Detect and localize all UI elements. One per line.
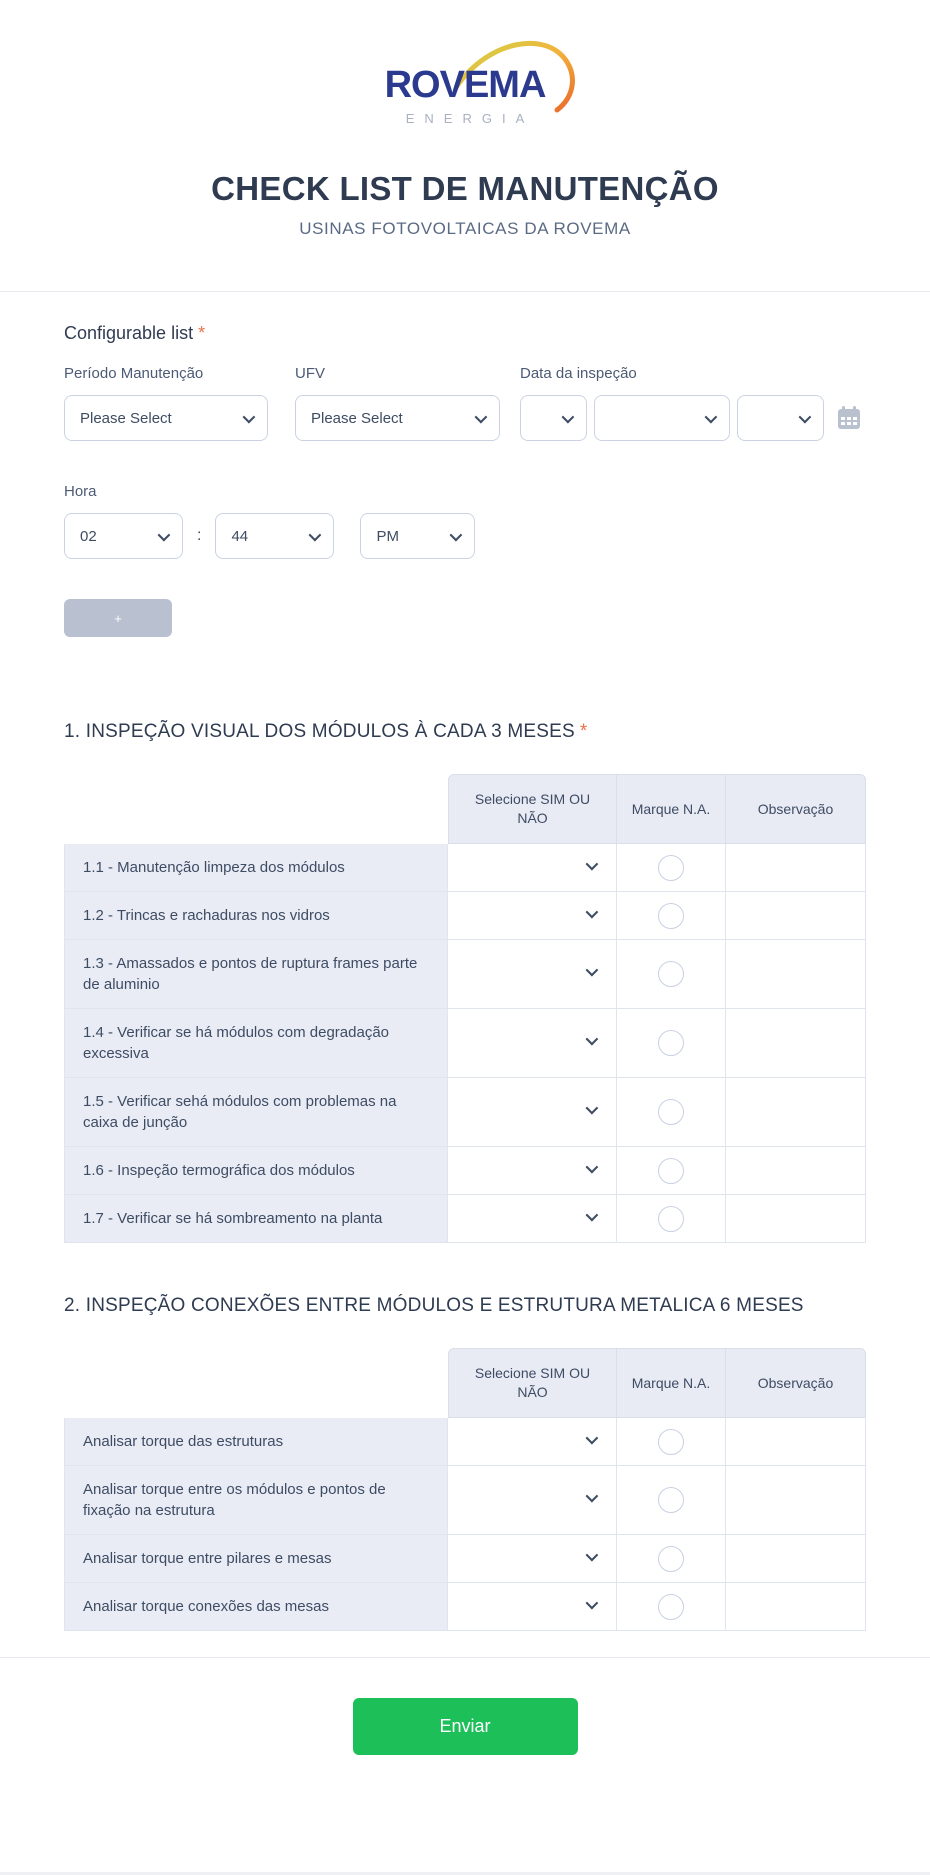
add-entry-button[interactable] xyxy=(64,599,172,637)
sim-nao-select[interactable] xyxy=(448,892,617,940)
logo-sub-text: ENERGIA xyxy=(405,111,535,126)
table-header-spacer xyxy=(64,774,448,844)
chevron-down-icon xyxy=(586,1102,599,1115)
section-1-title: 1. INSPEÇÃO VISUAL DOS MÓDULOS À CADA 3 MESES * xyxy=(64,721,588,742)
header-divider xyxy=(0,291,930,292)
chevron-down-icon xyxy=(243,410,256,423)
row-label: Analisar torque das estruturas xyxy=(64,1418,448,1466)
time-separator: : xyxy=(197,527,202,544)
field-data-inspecao xyxy=(520,365,862,441)
sim-nao-select[interactable] xyxy=(448,1009,617,1078)
na-radio[interactable] xyxy=(658,903,684,929)
config-fields-row xyxy=(64,365,866,441)
sim-nao-select[interactable] xyxy=(448,1195,617,1243)
rovema-logo xyxy=(357,40,573,124)
row-label: 1.6 - Inspeção termográfica dos módulos xyxy=(64,1147,448,1195)
na-radio-cell xyxy=(617,1147,726,1195)
na-radio-cell xyxy=(617,1195,726,1243)
date-selects xyxy=(520,395,862,441)
row-label: 1.2 - Trincas e rachaduras nos vidros xyxy=(64,892,448,940)
na-radio-cell xyxy=(617,1009,726,1078)
observacao-input[interactable] xyxy=(726,1535,866,1583)
na-radio-cell xyxy=(617,1418,726,1466)
row-label: Analisar torque entre pilares e mesas xyxy=(64,1535,448,1583)
periodo-select[interactable] xyxy=(64,395,268,441)
observacao-input[interactable] xyxy=(726,1583,866,1631)
hour-select[interactable] xyxy=(64,513,183,559)
ampm-select[interactable] xyxy=(360,513,475,559)
year-select[interactable] xyxy=(737,395,824,441)
sim-nao-select[interactable] xyxy=(448,1147,617,1195)
section-2-title: 2. INSPEÇÃO CONEXÕES ENTRE MÓDULOS E ESTRUTURA METALICA 6 MESES xyxy=(64,1295,804,1316)
na-radio-cell xyxy=(617,1583,726,1631)
chevron-down-icon xyxy=(705,410,718,423)
na-radio[interactable] xyxy=(658,1030,684,1056)
row-label: Analisar torque conexões das mesas xyxy=(64,1583,448,1631)
observacao-input[interactable] xyxy=(726,1466,866,1535)
minute-select-value: 44 xyxy=(231,527,249,545)
chevron-down-icon xyxy=(158,528,171,541)
page-subtitle: USINAS FOTOVOLTAICAS DA ROVEMA xyxy=(299,219,631,238)
observacao-input[interactable] xyxy=(726,1147,866,1195)
observacao-input[interactable] xyxy=(726,844,866,892)
na-radio-cell xyxy=(617,844,726,892)
observacao-input[interactable] xyxy=(726,940,866,1009)
observacao-input[interactable] xyxy=(726,892,866,940)
month-select[interactable] xyxy=(594,395,730,441)
chevron-down-icon xyxy=(475,410,488,423)
chevron-down-icon xyxy=(586,1431,599,1444)
sim-nao-select[interactable] xyxy=(448,1078,617,1147)
col-header-marque-na: Marque N.A. xyxy=(617,774,726,844)
ufv-label: UFV xyxy=(295,365,325,382)
sim-nao-select[interactable] xyxy=(448,844,617,892)
logo-brand-text: ROVEMA xyxy=(384,64,546,106)
chevron-down-icon xyxy=(586,1033,599,1046)
minute-select[interactable] xyxy=(215,513,334,559)
na-radio-cell xyxy=(617,892,726,940)
footer-divider xyxy=(0,1657,930,1658)
na-radio[interactable] xyxy=(658,961,684,987)
hour-select-value: 02 xyxy=(80,527,97,545)
chevron-down-icon xyxy=(586,1490,599,1503)
na-radio[interactable] xyxy=(658,1594,684,1620)
field-periodo-manutencao xyxy=(64,365,268,441)
section-2-table xyxy=(64,1348,866,1631)
periodo-label: Período Manutenção xyxy=(64,365,204,382)
col-header-sim-nao: Selecione SIM OU NÃO xyxy=(448,774,617,844)
na-radio-cell xyxy=(617,1466,726,1535)
submit-row xyxy=(0,1698,930,1755)
ufv-select-value: Please Select xyxy=(311,409,403,427)
na-radio[interactable] xyxy=(658,1429,684,1455)
ampm-select-value: PM xyxy=(376,527,399,545)
na-radio[interactable] xyxy=(658,1099,684,1125)
na-radio[interactable] xyxy=(658,1158,684,1184)
observacao-input[interactable] xyxy=(726,1009,866,1078)
na-radio[interactable] xyxy=(658,1206,684,1232)
chevron-down-icon xyxy=(586,964,599,977)
observacao-input[interactable] xyxy=(726,1078,866,1147)
chevron-down-icon xyxy=(586,1548,599,1561)
form-content xyxy=(0,323,930,1631)
periodo-select-value: Please Select xyxy=(80,409,172,427)
field-ufv xyxy=(295,365,500,441)
chevron-down-icon xyxy=(586,1160,599,1173)
na-radio-cell xyxy=(617,1535,726,1583)
required-asterisk: * xyxy=(198,323,206,343)
required-asterisk: * xyxy=(579,721,588,742)
plus-icon: + xyxy=(114,610,122,626)
na-radio[interactable] xyxy=(658,855,684,881)
observacao-input[interactable] xyxy=(726,1418,866,1466)
row-label: 1.4 - Verificar se há módulos com degradação excessiva xyxy=(64,1009,448,1078)
chevron-down-icon xyxy=(586,1208,599,1221)
table-header-spacer xyxy=(64,1348,448,1418)
sim-nao-select[interactable] xyxy=(448,940,617,1009)
chevron-down-icon xyxy=(586,905,599,918)
col-header-marque-na: Marque N.A. xyxy=(617,1348,726,1418)
col-header-sim-nao: Selecione SIM OU NÃO xyxy=(448,1348,617,1418)
col-header-observacao: Observação xyxy=(726,1348,866,1418)
page-title: CHECK LIST DE MANUTENÇÃO xyxy=(211,170,719,207)
hora-row xyxy=(64,513,866,559)
na-radio[interactable] xyxy=(658,1487,684,1513)
row-label: 1.5 - Verificar sehá módulos com problemas na caixa de junção xyxy=(64,1078,448,1147)
col-header-observacao: Observação xyxy=(726,774,866,844)
data-inspecao-label: Data da inspeção xyxy=(520,365,637,382)
row-label: Analisar torque entre os módulos e pontos de fixação na estrutura xyxy=(64,1466,448,1535)
observacao-input[interactable] xyxy=(726,1195,866,1243)
chevron-down-icon xyxy=(450,528,463,541)
sim-nao-select[interactable] xyxy=(448,1418,617,1466)
chevron-down-icon xyxy=(586,1596,599,1609)
day-select[interactable] xyxy=(520,395,587,441)
submit-button[interactable]: Enviar xyxy=(353,1698,578,1755)
na-radio[interactable] xyxy=(658,1546,684,1572)
ufv-select[interactable] xyxy=(295,395,500,441)
sim-nao-select[interactable] xyxy=(448,1466,617,1535)
row-label: 1.3 - Amassados e pontos de ruptura frames parte de aluminio xyxy=(64,940,448,1009)
na-radio-cell xyxy=(617,940,726,1009)
row-label: 1.1 - Manutenção limpeza dos módulos xyxy=(64,844,448,892)
section-1-table xyxy=(64,774,866,1243)
sim-nao-select[interactable] xyxy=(448,1535,617,1583)
sim-nao-select[interactable] xyxy=(448,1583,617,1631)
hora-label: Hora xyxy=(64,483,97,500)
row-label: 1.7 - Verificar se há sombreamento na planta xyxy=(64,1195,448,1243)
chevron-down-icon xyxy=(586,857,599,870)
chevron-down-icon xyxy=(799,410,812,423)
chevron-down-icon xyxy=(309,528,322,541)
chevron-down-icon xyxy=(562,410,575,423)
calendar-icon[interactable] xyxy=(836,405,862,431)
configurable-list-label: Configurable list * xyxy=(64,323,206,343)
na-radio-cell xyxy=(617,1078,726,1147)
